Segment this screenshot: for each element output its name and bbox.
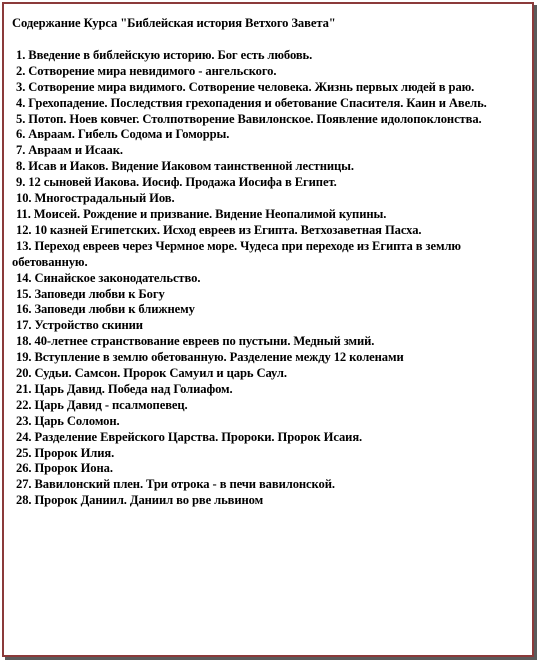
topic-list — [12, 48, 528, 509]
list-item: 1. Введение в библейскую историю. Бог есть любовь. — [16, 47, 313, 62]
list-item: 21. Царь Давид. Победа над Голиафом. — [16, 381, 233, 396]
list-item: 11. Моисей. Рождение и призвание. Видение Неопалимой купины. — [16, 206, 387, 221]
list-item: 27. Вавилонский плен. Три отрока - в печи вавилонской. — [16, 477, 335, 492]
list-item: 6. Авраам. Гибель Содома и Гоморры. — [16, 127, 230, 142]
document-title: Содержание Курса "Библейская история Ветхого Завета" — [12, 16, 336, 30]
list-item: 26. Пророк Иона. — [16, 461, 113, 476]
list-item: 20. Судьи. Самсон. Пророк Самуил и царь Саул. — [16, 366, 287, 381]
list-item: 24. Разделение Еврейского Царства. Пророки. Пророк Исаия. — [16, 429, 363, 444]
list-item: 18. 40-летнее странствование евреев по пустыни. Медный змий. — [16, 334, 375, 349]
list-item: 15. Заповеди любви к Богу — [16, 286, 165, 301]
list-item: 17. Устройство скинии — [16, 318, 143, 333]
list-item: 19. Вступление в землю обетованную. Разделение между 12 коленами — [16, 350, 404, 365]
list-item: 28. Пророк Даниил. Даниил во рве львином — [16, 493, 264, 508]
list-item: 3. Сотворение мира видимого. Сотворение человека. Жизнь первых людей в раю. — [16, 79, 475, 94]
list-item: 8. Исав и Иаков. Видение Иаковом таинственной лестницы. — [16, 159, 354, 174]
text-box-frame — [2, 2, 534, 657]
list-item: 25. Пророк Илия. — [16, 445, 115, 460]
list-item: 13. Переход евреев через Чермное море. Чудеса при переходе из Египта в землю обетованную. — [12, 238, 461, 269]
list-item: 5. Потоп. Ноев ковчег. Столпотворение Вавилонское. Появление идолопоклонства. — [16, 111, 482, 126]
list-item: 16. Заповеди любви к ближнему — [16, 302, 195, 317]
list-item: 22. Царь Давид - псалмопевец. — [16, 397, 188, 412]
list-item: 7. Авраам и Исаак. — [16, 143, 123, 158]
list-item: 12. 10 казней Египетских. Исход евреев из Египта. Ветхозаветная Пасха. — [16, 222, 422, 237]
list-item: 9. 12 сыновей Иакова. Иосиф. Продажа Иосифа в Египет. — [16, 175, 337, 190]
list-item: 14. Синайское законодательство. — [16, 270, 201, 285]
list-item: 23. Царь Соломон. — [16, 413, 120, 428]
list-item: 2. Сотворение мира невидимого - ангельского. — [16, 63, 277, 78]
list-item: 10. Многострадальный Иов. — [16, 191, 175, 206]
course-contents — [12, 16, 528, 509]
list-item: 4. Грехопадение. Последствия грехопадения и обетование Спасителя. Каин и Авель. — [16, 95, 487, 110]
